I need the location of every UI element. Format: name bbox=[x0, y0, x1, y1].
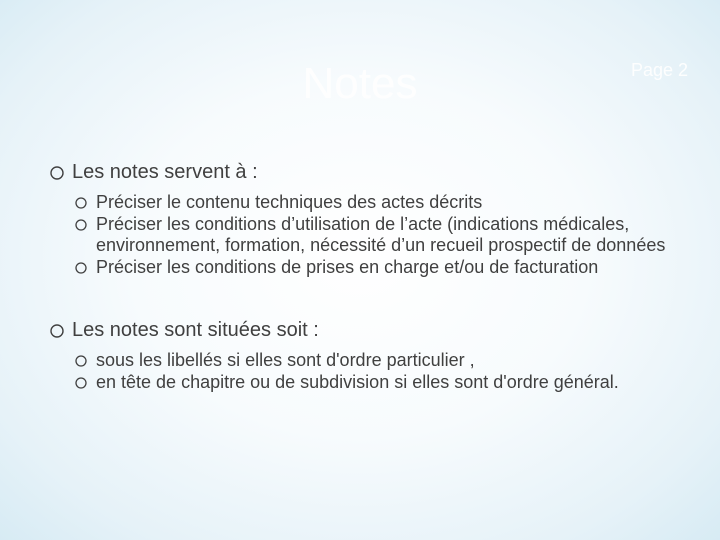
open-circle-icon bbox=[73, 193, 91, 213]
list-item-text: Préciser le contenu techniques des actes décrits bbox=[96, 192, 483, 212]
open-circle-icon bbox=[48, 318, 68, 342]
page-label: Page 2 bbox=[630, 60, 688, 80]
section-heading-text: Les notes sont situées soit : bbox=[72, 319, 319, 341]
list-item bbox=[48, 257, 698, 278]
list-item bbox=[48, 192, 698, 213]
list-item-text: sous les libellés si elles sont d'ordre particulier , bbox=[96, 350, 475, 370]
section-heading bbox=[48, 160, 698, 184]
open-circle-icon bbox=[73, 258, 91, 278]
open-circle-icon bbox=[73, 351, 91, 371]
section-heading-text: Les notes servent à : bbox=[72, 161, 258, 183]
open-circle-icon bbox=[48, 160, 68, 184]
slide-content bbox=[48, 160, 698, 433]
section-purpose bbox=[48, 160, 698, 278]
open-circle-icon bbox=[73, 373, 91, 393]
sub-list bbox=[48, 192, 698, 278]
list-item-text: Préciser les conditions d’utilisation de l’acte (indications médicales, environnement, formation, nécessité d’un recueil prospectif de données bbox=[96, 214, 666, 255]
slide-title: Notes bbox=[302, 59, 418, 108]
open-circle-icon bbox=[73, 215, 91, 235]
sub-list bbox=[48, 350, 698, 393]
section-location bbox=[48, 318, 698, 393]
list-item-text: Préciser les conditions de prises en charge et/ou de facturation bbox=[96, 257, 599, 277]
list-item bbox=[48, 214, 698, 256]
list-item bbox=[48, 372, 698, 393]
list-item bbox=[48, 350, 698, 371]
section-heading bbox=[48, 318, 698, 342]
list-item-text: en tête de chapitre ou de subdivision si elles sont d'ordre général. bbox=[96, 372, 619, 392]
